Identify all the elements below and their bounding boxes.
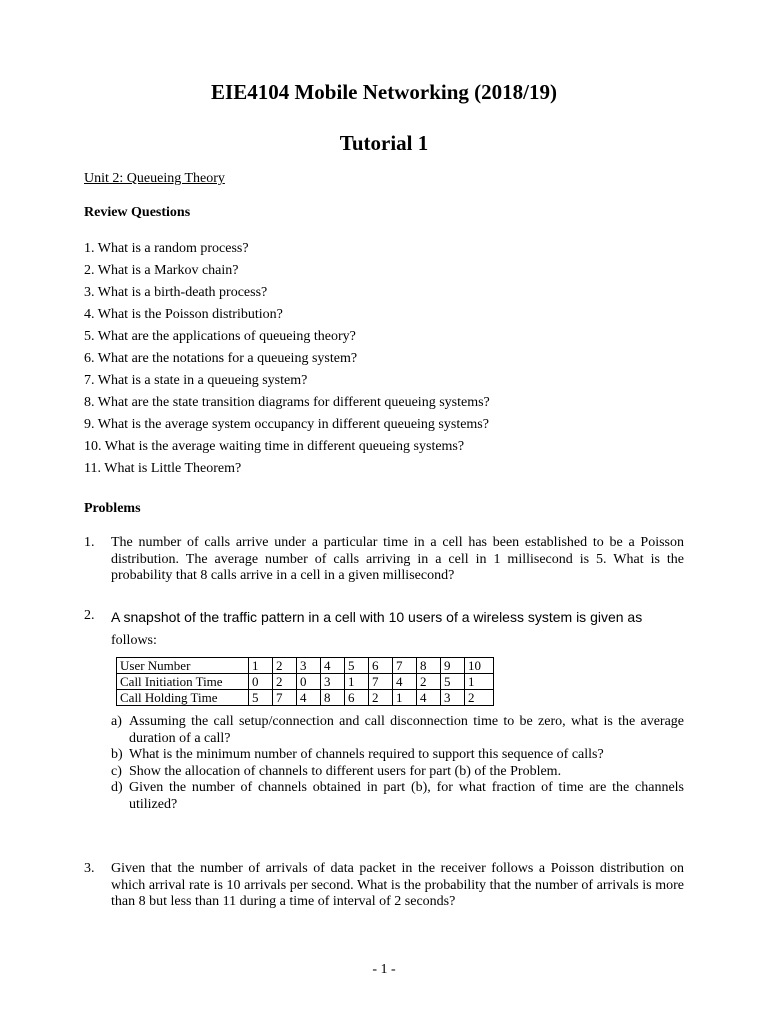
problem-3-text: Given that the number of arrivals of data packet in the receiver follows a Poisson distribution on which arrival rate is 10 arrivals per second. What is the probability that the number of arrivals is more than 8 but less than 11 during a time of interval of 2 seconds? [111,861,684,909]
part-text: What is the minimum number of channels required to support this sequence of calls? [129,747,604,762]
review-question: 4. What is the Poisson distribution? [84,307,283,322]
table-cell: 5 [441,674,465,690]
table-cell: 1 [465,674,494,690]
problem-2-part [111,714,684,747]
table-row [117,674,494,690]
traffic-snapshot-table [116,657,494,706]
review-question: 9. What is the average system occupancy in different queueing systems? [84,417,489,432]
problem-2-text-main: A snapshot of the traffic pattern in a cell with 10 users of a wireless system is given as [111,609,643,625]
review-questions-heading: Review Questions [84,205,191,220]
problem-2-parts [111,714,684,813]
table-cell: 4 [417,690,441,706]
table-cell: 3 [321,674,345,690]
table-row [117,658,494,674]
document-subtitle: Tutorial 1 [339,131,429,155]
part-text: Show the allocation of channels to different users for part (b) of the Problem. [129,763,562,779]
problem-1-number: 1. [84,535,95,550]
problems-heading: Problems [84,501,141,516]
part-text: Assuming the call setup/connection and call disconnection time to be zero, what is the average duration of a call? [129,714,684,746]
part-letter: b) [111,747,123,762]
problem-3-number: 3. [84,861,95,876]
review-question: 3. What is a birth-death process? [84,285,268,300]
part-letter: d) [111,780,123,795]
table-cell: 2 [417,674,441,690]
table-cell: 2 [369,690,393,706]
table-cell: 3 [297,658,321,674]
table-cell: 2 [465,690,494,706]
problem-2-number: 2. [84,608,95,623]
part-text: Given the number of channels obtained in part (b), for what fraction of time are the channels utilized? [129,780,684,812]
table-cell: 4 [393,674,417,690]
unit-heading: Unit 2: Queueing Theory [84,171,225,186]
review-question: 6. What are the notations for a queueing system? [84,351,358,366]
review-question: 7. What is a state in a queueing system? [84,373,308,388]
review-question: 1. What is a random process? [84,241,249,256]
table-cell: 2 [273,674,297,690]
review-question: 11. What is Little Theorem? [84,461,242,476]
table-row [117,690,494,706]
review-question: 5. What are the applications of queueing theory? [84,329,356,344]
table-cell: 6 [369,658,393,674]
table-cell: 8 [321,690,345,706]
table-cell: 10 [465,658,494,674]
row-label: Call Initiation Time [117,674,249,690]
problem-2-text [111,606,691,652]
table-cell: 1 [249,658,273,674]
problem-2-part [111,780,684,813]
table-cell: 0 [249,674,273,690]
problem-1-text: The number of calls arrive under a particular time in a cell has been established to be a Poisson distribution. The average number of calls arriving in a cell in 1 millisecond is 5. What is the probability that 8 calls arrive in a cell in a given millisecond? [111,535,684,583]
table-cell: 4 [321,658,345,674]
table-cell: 5 [249,690,273,706]
problem-2-part [111,747,684,764]
review-question: 8. What are the state transition diagrams for different queueing systems? [84,395,490,410]
table-cell: 1 [345,674,369,690]
table-cell: 4 [297,690,321,706]
review-questions-list [84,241,490,483]
table-cell: 3 [441,690,465,706]
part-letter: a) [111,714,122,729]
table-cell: 9 [441,658,465,674]
table-cell: 6 [345,690,369,706]
table-cell: 7 [393,658,417,674]
review-question: 2. What is a Markov chain? [84,263,239,278]
table-cell: 5 [345,658,369,674]
table-cell: 7 [369,674,393,690]
table-cell: 8 [417,658,441,674]
document-title: EIE4104 Mobile Networking (2018/19) [211,80,557,104]
table-cell: 0 [297,674,321,690]
part-letter: c) [111,763,122,779]
table-cell: 1 [393,690,417,706]
table-cell: 7 [273,690,297,706]
row-label: Call Holding Time [117,690,249,706]
table-cell: 2 [273,658,297,674]
review-question: 10. What is the average waiting time in different queueing systems? [84,439,465,454]
problem-2-text-end: follows: [111,633,157,648]
page-number: - 1 - [372,962,396,977]
row-label: User Number [117,658,249,674]
problem-2-part [111,764,684,781]
